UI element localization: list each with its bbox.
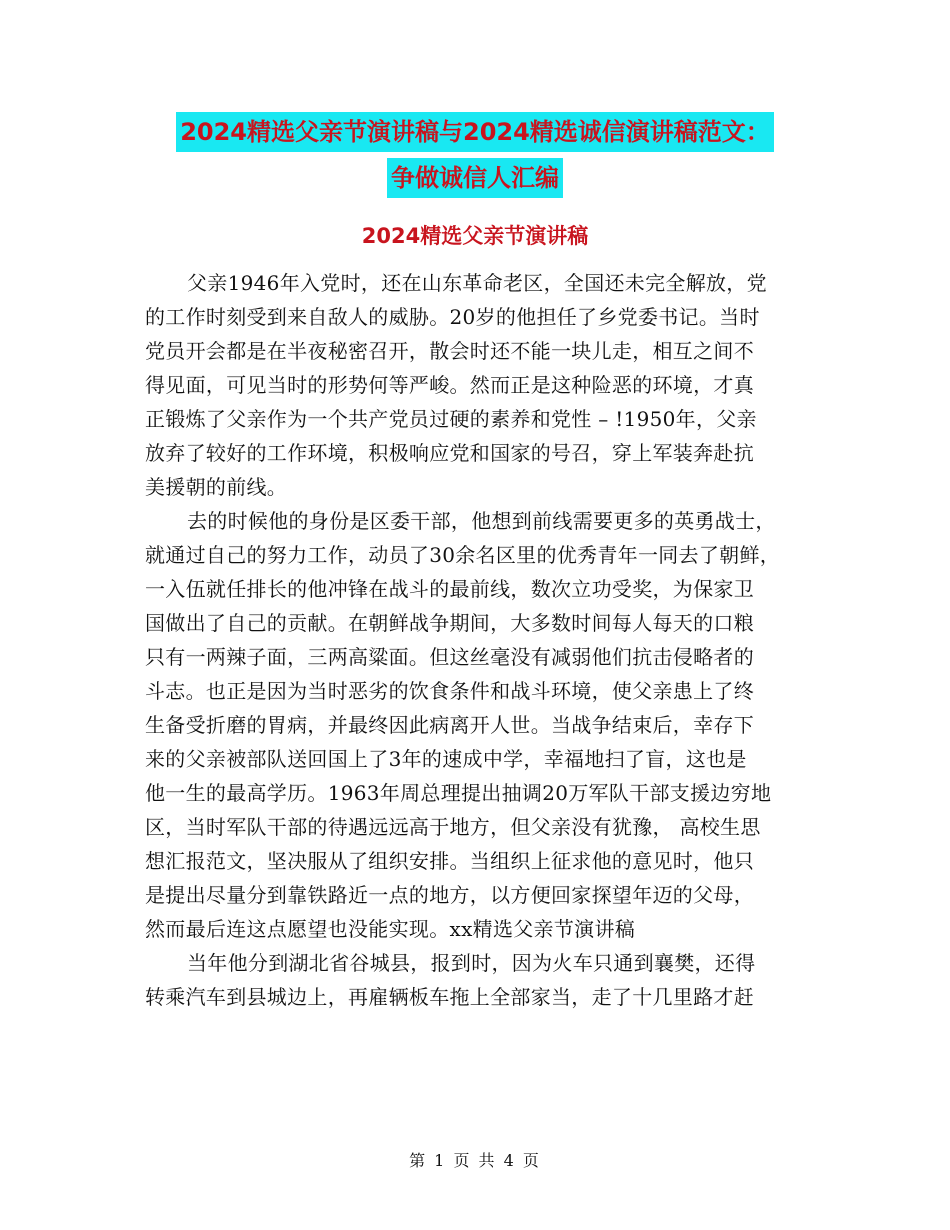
paragraph-line: 只有一两辣子面，三两高粱面。但这丝毫没有减弱他们抗击侵略者的 xyxy=(145,645,754,669)
paragraph-line: 美援朝的前线。 xyxy=(145,475,288,499)
paragraph-line: 然而最后连这点愿望也没能实现。xx精选父亲节演讲稿 xyxy=(145,917,636,941)
paragraph-line: 生备受折磨的胃病，并最终因此病离开人世。当战争结束后，幸存下 xyxy=(145,713,754,737)
body-text xyxy=(145,266,825,1014)
document-title xyxy=(0,112,950,204)
paragraph-line: 国做出了自己的贡献。在朝鲜战争期间，大多数时间每人每天的口粮 xyxy=(145,611,754,635)
paragraph-line: 当年他分到湖北省谷城县，报到时，因为火车只通到襄樊，还得 xyxy=(187,951,756,975)
paragraph-line: 一入伍就任排长的他冲锋在战斗的最前线，数次立功受奖，为保家卫 xyxy=(145,577,754,601)
paragraph-line: 是提出尽量分到靠铁路近一点的地方，以方便回家探望年迈的父母， xyxy=(145,883,754,907)
paragraph-line: 转乘汽车到县城边上，再雇辆板车拖上全部家当，走了十几里路才赶 xyxy=(145,985,754,1009)
paragraph-line: 去的时候他的身份是区委干部，他想到前线需要更多的英勇战士， xyxy=(187,509,776,533)
paragraph-line: 放弃了较好的工作环境，积极响应党和国家的号召，穿上军装奔赴抗 xyxy=(145,441,754,465)
paragraph-line: 的工作时刻受到来自敌人的威胁。20岁的他担任了乡党委书记。当时 xyxy=(145,305,760,329)
paragraph-line: 来的父亲被部队送回国上了3年的速成中学，幸福地扫了盲，这也是 xyxy=(145,747,747,771)
paragraph-line: 就通过自己的努力工作，动员了30余名区里的优秀青年一同去了朝鲜， xyxy=(145,543,781,567)
paragraph-line: 斗志。也正是因为当时恶劣的饮食条件和战斗环境，使父亲患上了终 xyxy=(145,679,754,703)
paragraph-line: 父亲1946年入党时，还在山东革命老区，全国还未完全解放，党 xyxy=(187,271,767,295)
section-heading: 2024精选父亲节演讲稿 xyxy=(361,224,589,248)
paragraph-line: 区，当时军队干部的待遇远远高于地方，但父亲没有犹豫， 高校生思 xyxy=(145,815,761,839)
title-line-2: 争做诚信人汇编 xyxy=(387,158,563,198)
page-footer: 第 1 页 共 4 页 xyxy=(409,1151,541,1170)
paragraph-line: 想汇报范文，坚决服从了组织安排。当组织上征求他的意见时，他只 xyxy=(145,849,754,873)
paragraph-line: 正锻炼了父亲作为一个共产党员过硬的素养和党性 – !1950年，父亲 xyxy=(145,407,757,431)
title-line-1: 2024精选父亲节演讲稿与2024精选诚信演讲稿范文： xyxy=(176,112,774,152)
paragraph-line: 得见面，可见当时的形势何等严峻。然而正是这种险恶的环境，才真 xyxy=(145,373,754,397)
paragraph-line: 他一生的最高学历。1963年周总理提出抽调20万军队干部支援边穷地 xyxy=(145,781,772,805)
paragraph-line: 党员开会都是在半夜秘密召开，散会时还不能一块儿走，相互之间不 xyxy=(145,339,754,363)
